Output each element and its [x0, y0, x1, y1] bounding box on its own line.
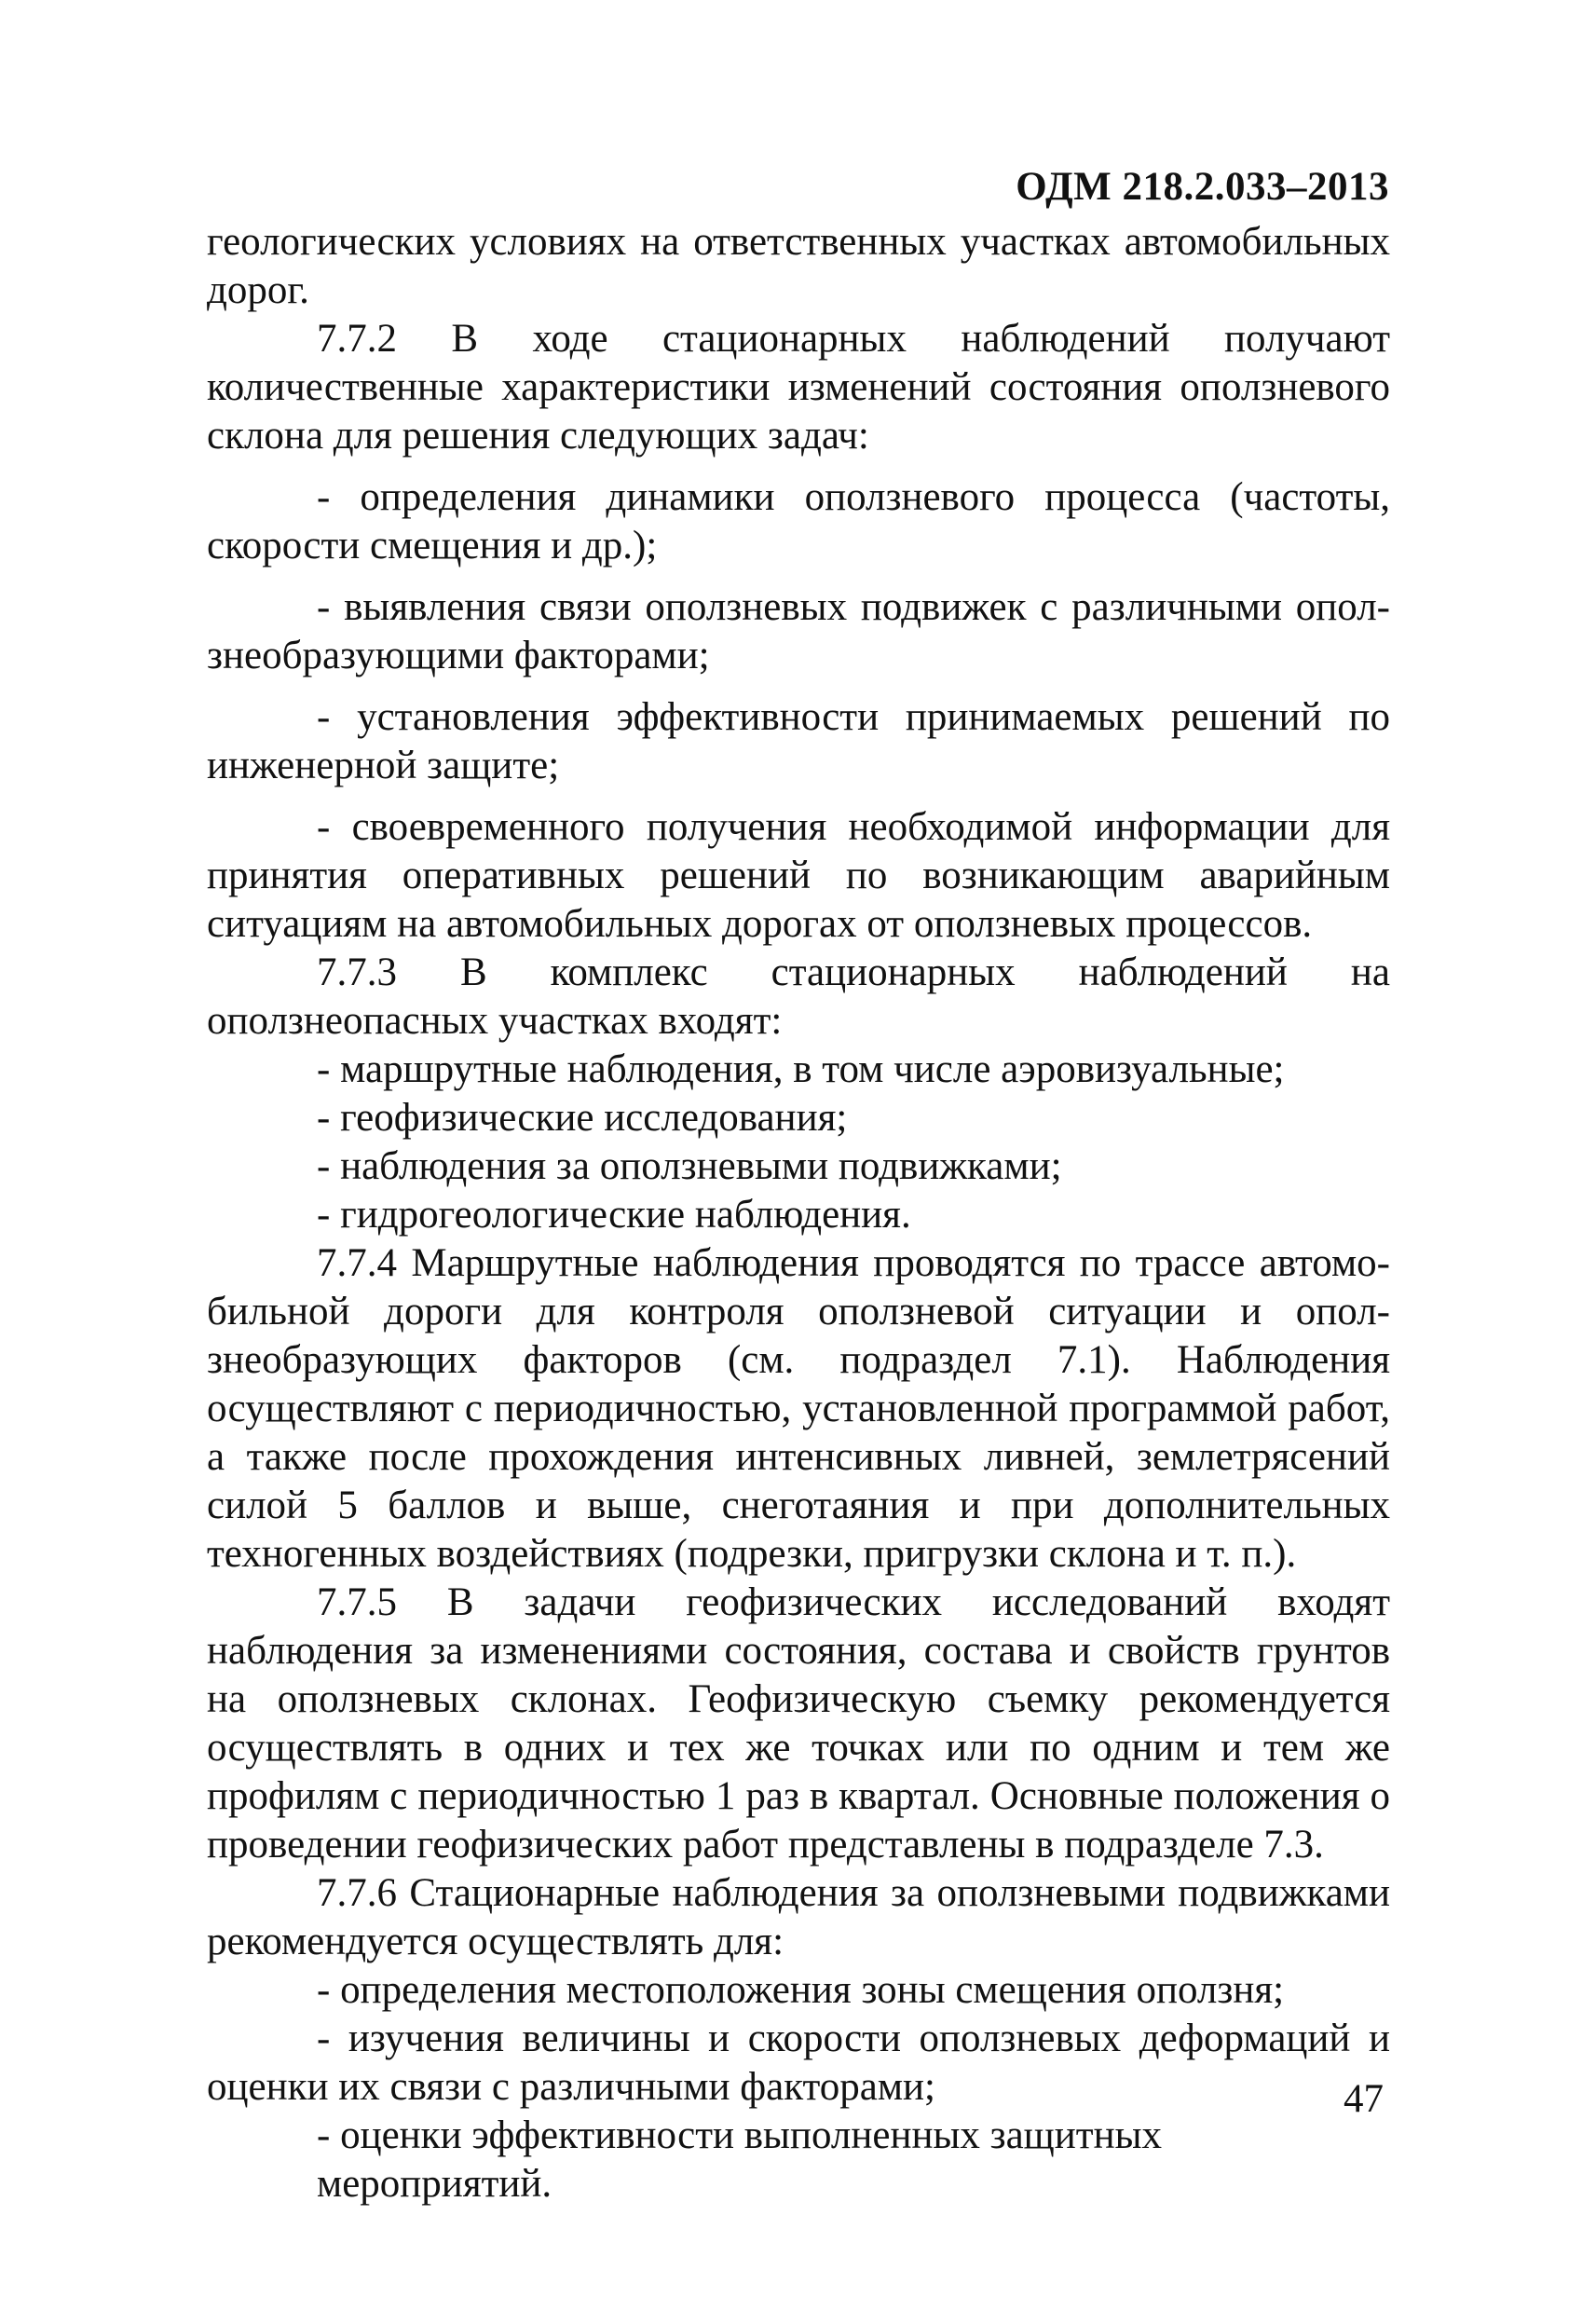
document-body	[207, 218, 1390, 2208]
paragraph-7-7-5: 7.7.5 В задачи геофизических исследований входят наблюдения за изменениями состояния, состава и свойств грунтов на оползневых склонах. Геофизическую съемку рекомендуется осуществлять в одних и тех же точках или по одним и тем же профилям с периодичностью 1 раз в квартал. Основные положения о проведении геофизических работ представлены в подразделе 7.3.	[207, 1580, 1390, 1867]
paragraph-continuation: геологических условиях на ответственных участках автомобильных дорог.	[207, 220, 1390, 312]
paragraph-7-7-2: 7.7.2 В ходе стационарных наблюдений получают количественные характеристики изменений состояния оползневого склона для решения следующих задач:	[207, 317, 1390, 458]
list-item: - наблюдения за оползневыми подвижками;	[317, 1144, 1062, 1188]
list-item: - оценки эффективности выполненных защитных мероприятий.	[317, 2113, 1162, 2206]
list-item: - маршрутные наблюдения, в том числе аэровизуальные;	[317, 1047, 1285, 1091]
list-item: - установления эффективности принимаемых решений по инженерной защите;	[207, 695, 1390, 787]
paragraph-7-7-6: 7.7.6 Стационарные наблюдения за оползневыми подвижками рекомендуется осуществлять для:	[207, 1871, 1390, 1963]
list-item: - геофизические исследования;	[317, 1096, 848, 1140]
list-item: - определения местоположения зоны смещения оползня;	[317, 1968, 1285, 2012]
list-item: - гидрогеологические наблюдения.	[317, 1193, 911, 1237]
list-item: - определения динамики оползневого процесса (частоты, скорости смещения и др.);	[207, 475, 1390, 567]
document-code: ОДМ 218.2.033–2013	[1016, 165, 1389, 209]
list-item: - выявления связи оползневых подвижек с различными оползнеобразующими факторами;	[207, 585, 1390, 677]
list-item: - изучения величины и скорости оползневых деформаций и оценки их связи с различными факторами;	[207, 2017, 1390, 2109]
page-number: 47	[1344, 2077, 1384, 2121]
paragraph-7-7-4: 7.7.4 Маршрутные наблюдения проводятся по трассе автомобильной дороги для контроля оползневой ситуации и оползнеобразующих факторов (см. подраздел 7.1). Наблюдения осуществляют с периодичностью, установленной программой работ, а также после прохождения интенсивных ливней, землетрясений силой 5 баллов и выше, снеготаяния и при дополнительных техногенных воздействиях (подрезки, пригрузки склона и т. п.).	[207, 1241, 1390, 1576]
paragraph-7-7-3: 7.7.3 В комплекс стационарных наблюдений на оползнеопасных участках входят:	[207, 950, 1390, 1043]
list-item: - своевременного получения необходимой информации для принятия оперативных решений по возникающим аварийным ситуациям на автомобильных дорогах от оползневых процессов.	[207, 805, 1390, 946]
